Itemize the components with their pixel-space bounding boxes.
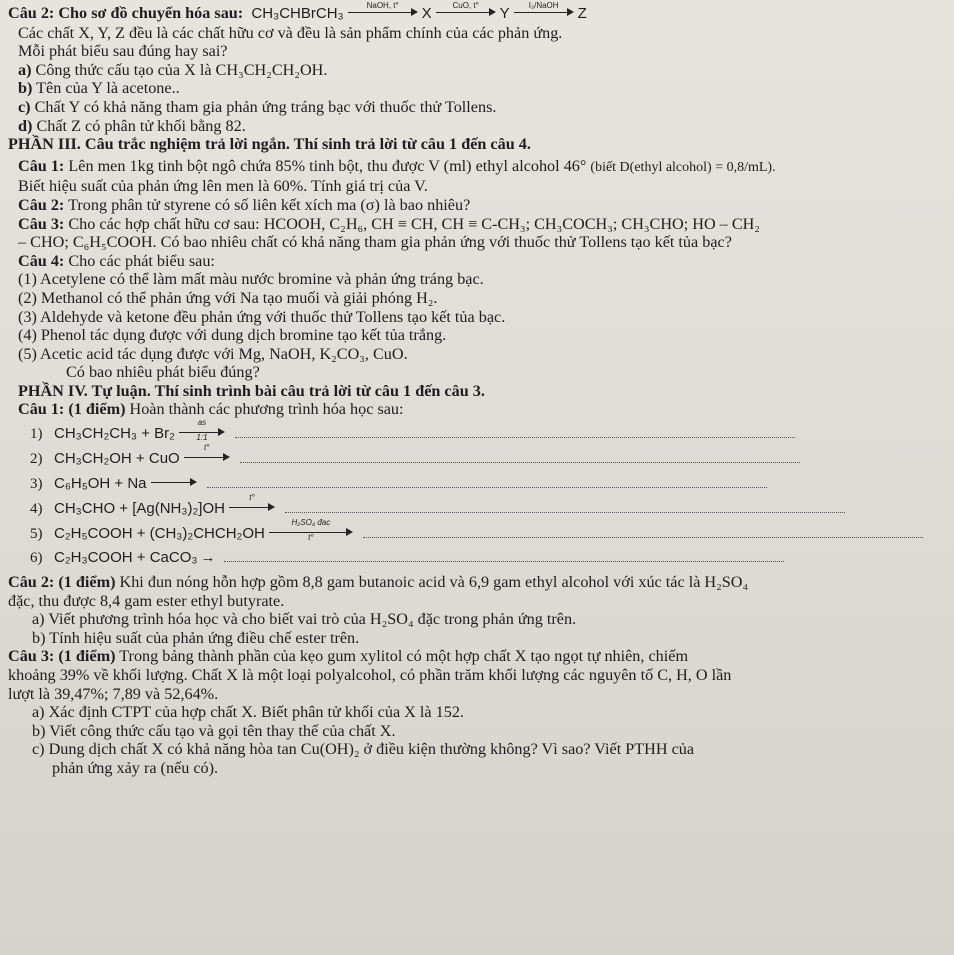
q2-option-b: Tên của Y là acetone..	[36, 79, 180, 98]
equation-2: 2) CH₃CH₂OH + CuO t°	[8, 449, 940, 468]
q2-option-d: Chất Z có phân tử khối bằng 82.	[36, 116, 246, 135]
p4-q1-text: Hoàn thành các phương trình hóa học sau:	[129, 400, 404, 419]
scheme-arrow-2: CuO, t°	[436, 4, 496, 18]
answer-blank-3[interactable]	[207, 477, 767, 488]
statement-1: (1) Acetylene có thể làm mất màu nước bromine và phản ứng tráng bạc.	[18, 270, 484, 289]
statement-3: (3) Aldehyde và ketone đều phản ứng với thuốc thử Tollens tạo kết tủa bạc.	[18, 307, 506, 326]
scheme-arrow-1: NaOH, t°	[348, 4, 418, 18]
p4-q3-line2: khoảng 39% về khối lượng. Chất X là một loại polyalcohol, có phần trăm khối lượng các nguyên tố C, H, O lần	[8, 666, 732, 685]
statement-5: (5) Acetic acid tác dụng được với Mg, NaOH, K₂CO₃, CuO.	[18, 344, 408, 363]
q2-title: Câu 2: Cho sơ đồ chuyển hóa sau:	[8, 4, 244, 22]
statement-4: (4) Phenol tác dụng được với dung dịch bromine tạo kết tủa trắng.	[18, 326, 447, 345]
equation-6: 6) C₂H₃COOH + CaCO₃ →	[8, 549, 940, 567]
reaction-scheme: CH₃CHBrCH₃ NaOH, t° X CuO, t° Y I₂/NaOH Z	[251, 1, 587, 22]
p4-q2-text: Khi đun nóng hỗn hợp gồm 8,8 gam butanoic acid và 6,9 gam ethyl alcohol với xúc tác là H₂SO₄	[119, 573, 749, 592]
q2-option-a: Công thức cấu tạo của X là CH₃CH₂CH₂OH.	[35, 60, 328, 79]
p3-q2-text: Trong phân tử styrene có số liên kết xích ma (σ) là bao nhiêu?	[68, 195, 471, 214]
answer-blank-5[interactable]	[363, 527, 923, 538]
equation-3: 3) C₆H₅OH + Na	[8, 474, 940, 493]
p4-q3-c: c) Dung dịch chất X có khả năng hòa tan Cu(OH)₂ ở điều kiện thường không? Vì sao? Viết PTHH của	[32, 740, 695, 759]
answer-blank-4[interactable]	[285, 502, 845, 513]
p3-q3-text: Cho các hợp chất hữu cơ sau: HCOOH, C₂H₆, CH ≡ CH, CH ≡ C-CH₃; CH₃COCH₃; CH₃CHO; HO – CH₂	[68, 214, 760, 233]
p3-q3-line2: – CHO; C₆H₅COOH. Có bao nhiêu chất có khả năng tham gia phản ứng với thuốc thử Tollens tạo kết tủa bạc?	[18, 233, 732, 252]
p4-q3-text: Trong bảng thành phần của kẹo gum xylitol có một hợp chất X tạo ngọt tự nhiên, chiếm	[119, 647, 689, 666]
scheme-arrow-3: I₂/NaOH	[514, 4, 574, 18]
p4-q3-line3: lượt là 39,47%; 7,89 và 52,64%.	[8, 684, 219, 703]
p3-q1-line2: Biết hiệu suất của phản ứng lên men là 60%. Tính giá trị của V.	[18, 177, 428, 196]
p4-q2-line2: đặc, thu được 8,4 gam ester ethyl butyrate.	[8, 591, 285, 610]
worksheet-page: Câu 2: Cho sơ đồ chuyển hóa sau: CH₃CHBrCH₃ NaOH, t° X CuO, t° Y I₂/NaOH Z Các chất X, Y, Z đều là các chất hữu cơ và đều là sản phẩm chính của các phản ứng. Mỗi phát biểu sau đúng hay sai? a) Công thức cấu tạo của X là CH₃CH₂CH₂OH. b) Tên của Y là acetone.. c) Chất Y có khả năng tham gia phản ứng tráng bạc với thuốc thử Tollens. d) Chất Z có phân tử khối bằng 82. PHẦN III. Câu trắc nghiệm trả lời ngắn. Thí sinh trả lời từ câu 1 đến câu 4. Câu 1: Lên men 1kg tinh bột ngô chứa 85% tinh bột, thu được V (ml) ethyl alcohol 46° (biết D(ethyl alcohol) = 0,8/mL). Biết hiệu suất của phản ứng lên men là 60%. Tính giá trị của V. Câu 2: Trong phân tử styrene có số liên kết xích ma (σ) là bao nhiêu? Câu 3: Cho các hợp chất hữu cơ sau: HCOOH, C₂H₆, CH ≡ CH, CH ≡ C-CH₃; CH₃COCH₃; CH₃CHO; HO – CH₂ – CHO; C₆H₅COOH. Có bao nhiêu chất có khả năng tham gia phản ứng với thuốc thử Tollens tạo kết tủa bạc? Câu 4: Cho các phát biểu sau: (1) Acetylene có thể làm mất màu nước bromine và phản ứng tráng bạc. (2) Methanol có thể phản ứng với Na tạo muối và giải phóng H₂. (3) Aldehyde và ketone đều phản ứng với thuốc thử Tollens tạo kết tủa bạc. (4) Phenol tác dụng được với dung dịch bromine tạo kết tủa trắng. (5) Acetic acid tác dụng được với Mg, NaOH, K₂CO₃, CuO. Có bao nhiêu phát biểu đúng? PHẦN IV. Tự luận. Thí sinh trình bài câu trả lời từ câu 1 đến câu 3. Câu 1: (1 điểm) Hoàn thành các phương trình hóa học sau: 1) CH₃CH₂CH₃ + Br₂ as 1:1 2) CH₃CH₂OH + CuO t° 3) C₆H₅OH + Na 4) CH₃CHO + [Ag(NH₃)₂]OH t° 5) C₂H₅COOH + (CH₃)₂CHCH₂OH H₂SO₄ đac t° 6) C₂H₃COOH + CaCO₃ → Câu 2: (1 điểm) Khi đun nóng hỗn hợp gồm 8,8 gam butanoic acid và 6,9 gam ethyl alcohol với xúc tác là H₂SO₄ đặc, thu được 8,4 gam ester ethyl butyrate. a) Viết phương trình hóa học và cho biết vai trò của H₂SO₄ đặc trong phản ứng trên. b) Tính hiệu suất của phản ứng điều chế ester trên. Câu 3: (1 điểm) Trong bảng thành phần của kẹo gum xylitol có một hợp chất X tạo ngọt tự nhiên, chiếm khoảng 39% về khối lượng. Chất X là một loại polyalcohol, có phần trăm khối lượng các nguyên tố C, H, O lần lượt là 39,47%; 7,89 và 52,64%. a) Xác định CTPT của hợp chất X. Biết phân tử khối của X là 152. b) Viết công thức cấu tạo và gọi tên thay thế của chất X. c) Dung dịch chất X có khả năng hòa tan Cu(OH)₂ ở điều kiện thường không? Vì sao? Viết PTHH của phản ứng xảy ra (nếu có).	[0, 0, 954, 955]
scheme-start: CH₃CHBrCH₃	[251, 5, 344, 22]
p4-q3-c-line2: phản ứng xảy ra (nếu có).	[52, 759, 219, 777]
answer-blank-6[interactable]	[224, 551, 784, 562]
equation-5: 5) C₂H₅COOH + (CH₃)₂CHCH₂OH H₂SO₄ đac t°	[8, 524, 940, 543]
q2-option-c: Chất Y có khả năng tham gia phản ứng tráng bạc với thuốc thử Tollens.	[34, 97, 497, 116]
p4-q2-b: b) Tính hiệu suất của phản ứng điều chế ester trên.	[32, 628, 360, 647]
statement-2: (2) Methanol có thể phản ứng với Na tạo muối và giải phóng H₂.	[18, 288, 438, 307]
p4-q2-a: a) Viết phương trình hóa học và cho biết vai trò của H₂SO₄ đặc trong phản ứng trên.	[32, 610, 577, 629]
part4-heading: PHẦN IV. Tự luận. Thí sinh trình bài câu trả lời từ câu 1 đến câu 3.	[18, 381, 485, 400]
p3-q4-ask: Có bao nhiêu phát biểu đúng?	[66, 363, 260, 382]
p3-q1-text: Lên men 1kg tinh bột ngô chứa 85% tinh bột, thu được V (ml) ethyl alcohol 46°	[68, 156, 587, 175]
q2-intro-2: Các chất X, Y, Z đều là các chất hữu cơ và đều là sản phẩm chính của các phản ứng.	[18, 23, 563, 42]
p4-q3-a: a) Xác định CTPT của hợp chất X. Biết phân tử khối của X là 152.	[32, 703, 464, 722]
part3-heading: PHẦN III. Câu trắc nghiệm trả lời ngắn. Thí sinh trả lời từ câu 1 đến câu 4.	[8, 135, 531, 154]
equation-1: 1) CH₃CH₂CH₃ + Br₂ as 1:1	[8, 424, 940, 443]
answer-blank-1[interactable]	[235, 427, 795, 438]
p3-q4-text: Cho các phát biểu sau:	[68, 251, 215, 270]
p4-q3-b: b) Viết công thức cấu tạo và gọi tên thay thế của chất X.	[32, 721, 396, 740]
q2-scheme-line	[8, 1, 940, 24]
q2-intro-3: Mỗi phát biểu sau đúng hay sai?	[18, 42, 228, 61]
equation-4: 4) CH₃CHO + [Ag(NH₃)₂]OH t°	[8, 499, 940, 518]
answer-blank-2[interactable]	[240, 452, 800, 463]
